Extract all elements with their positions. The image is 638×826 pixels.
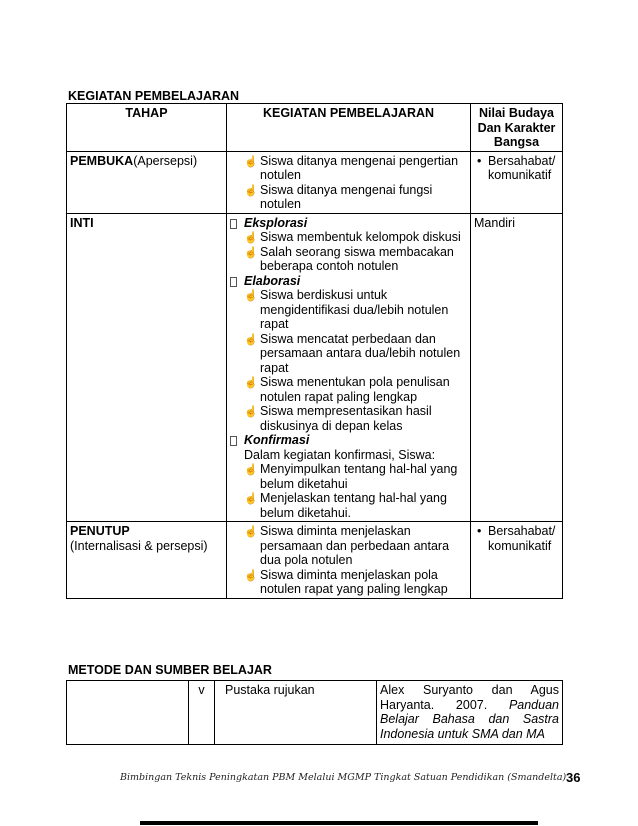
hand-pointer-icon: ☝ xyxy=(244,232,258,244)
hand-pointer-icon: ☝ xyxy=(244,526,258,538)
list-item: ☝ Siswa mencatat perbedaan dan persamaan antara dua/lebih notulen rapat xyxy=(244,331,461,375)
check-mark: v xyxy=(189,681,215,745)
table-row xyxy=(67,151,563,213)
header-tahap: TAHAP xyxy=(67,104,227,152)
stage-cell xyxy=(67,151,227,213)
section-title-metode: METODE DAN SUMBER BELAJAR xyxy=(68,663,272,677)
phase-elaborasi: Elaborasi xyxy=(230,274,467,289)
hand-pointer-icon: ☝ xyxy=(244,184,258,197)
activity-cell xyxy=(227,151,471,213)
header-kegiatan: KEGIATAN PEMBELAJARAN xyxy=(227,104,471,152)
konfirmasi-intro: Dalam kegiatan konfirmasi, Siswa: xyxy=(244,447,436,462)
table-row xyxy=(67,522,563,599)
hand-pointer-icon: ☝ xyxy=(244,569,258,582)
list-item: ☝ Siswa berdiskusi untuk mengidentifikasi dua/lebih notulen rapat xyxy=(244,288,449,331)
list-item: ☝ Menyimpulkan tentang hal-hal yang belum diketahui xyxy=(244,462,458,491)
table-row xyxy=(67,681,563,745)
stage-name: PENUTUP xyxy=(70,524,130,538)
hand-pointer-icon: ☝ xyxy=(244,246,258,259)
reference-title: Panduan Belajar Bahasa dan Sastra Indonesia untuk SMA dan MA xyxy=(380,697,559,741)
value-item: Mandiri xyxy=(474,215,515,230)
activity-cell xyxy=(227,522,471,599)
table-row xyxy=(67,213,563,522)
table-header-row xyxy=(67,104,563,152)
reference-cell xyxy=(377,681,563,745)
metode-table xyxy=(66,680,563,745)
page-number: 36 xyxy=(566,770,581,785)
hand-pointer-icon: ☝ xyxy=(244,377,258,389)
value-cell xyxy=(471,151,563,213)
hand-pointer-icon: ☝ xyxy=(244,464,258,476)
hand-pointer-icon: ☝ xyxy=(244,493,258,505)
value-item: • Bersahabat/ komunikatif xyxy=(477,153,556,182)
activity-cell xyxy=(227,213,471,522)
footer-text: Bimbingan Teknis Peningkatan PBM Melalui MGMP Tingkat Satuan Pendidikan (Smandelta) xyxy=(120,772,567,783)
stage-note: (Apersepsi) xyxy=(133,153,198,168)
list-item: ☝ Siswa ditanya mengenai fungsi notulen xyxy=(244,182,433,211)
list-item: ☝ Siswa diminta menjelaskan pola notulen rapat yang paling lengkap xyxy=(244,567,448,596)
list-item: ☝ Menjelaskan tentang hal-hal yang belum diketahui. xyxy=(244,491,447,520)
phase-konfirmasi: Konfirmasi xyxy=(230,433,467,448)
list-item: ☝ Siswa mempresentasikan hasil diskusinya di depan kelas xyxy=(244,404,432,433)
reference-authors: Alex Suryanto dan Agus Haryanta. 2007. xyxy=(380,683,559,712)
value-item: • Bersahabat/ komunikatif xyxy=(477,524,556,553)
hand-pointer-icon: ☝ xyxy=(244,406,258,418)
empty-cell xyxy=(67,681,189,745)
header-nilai: Nilai Budaya Dan Karakter Bangsa xyxy=(471,104,563,152)
stage-name: INTI xyxy=(70,215,94,230)
box-icon xyxy=(230,436,237,446)
hand-pointer-icon: ☝ xyxy=(244,290,258,302)
list-item: ☝ Siswa membentuk kelompok diskusi xyxy=(244,230,461,244)
box-icon xyxy=(230,277,237,287)
footer-divider xyxy=(140,821,538,825)
kegiatan-table xyxy=(66,103,563,599)
hand-pointer-icon: ☝ xyxy=(244,155,258,168)
phase-eksplorasi: Eksplorasi xyxy=(230,216,467,231)
stage-cell xyxy=(67,213,227,522)
stage-note: (Internalisasi & persepsi) xyxy=(70,538,208,553)
section-title-kegiatan: KEGIATAN PEMBELAJARAN xyxy=(68,89,240,103)
list-item: ☝ Salah seorang siswa membacakan beberapa contoh notulen xyxy=(244,244,454,273)
hand-pointer-icon: ☝ xyxy=(244,333,258,346)
stage-cell xyxy=(67,522,227,599)
list-item: ☝ Siswa diminta menjelaskan persamaan dan perbedaan antara dua pola notulen xyxy=(244,524,450,567)
bullet-icon: • xyxy=(477,524,482,538)
box-icon xyxy=(230,219,237,229)
value-cell xyxy=(471,213,563,522)
list-item: ☝ Siswa ditanya mengenai pengertian notulen xyxy=(244,153,459,182)
source-label: Pustaka rujukan xyxy=(215,681,377,745)
value-cell xyxy=(471,522,563,599)
list-item: ☝ Siswa menentukan pola penulisan notulen rapat paling lengkap xyxy=(244,375,450,404)
bullet-icon: • xyxy=(477,153,482,168)
stage-name: PEMBUKA xyxy=(70,153,134,168)
